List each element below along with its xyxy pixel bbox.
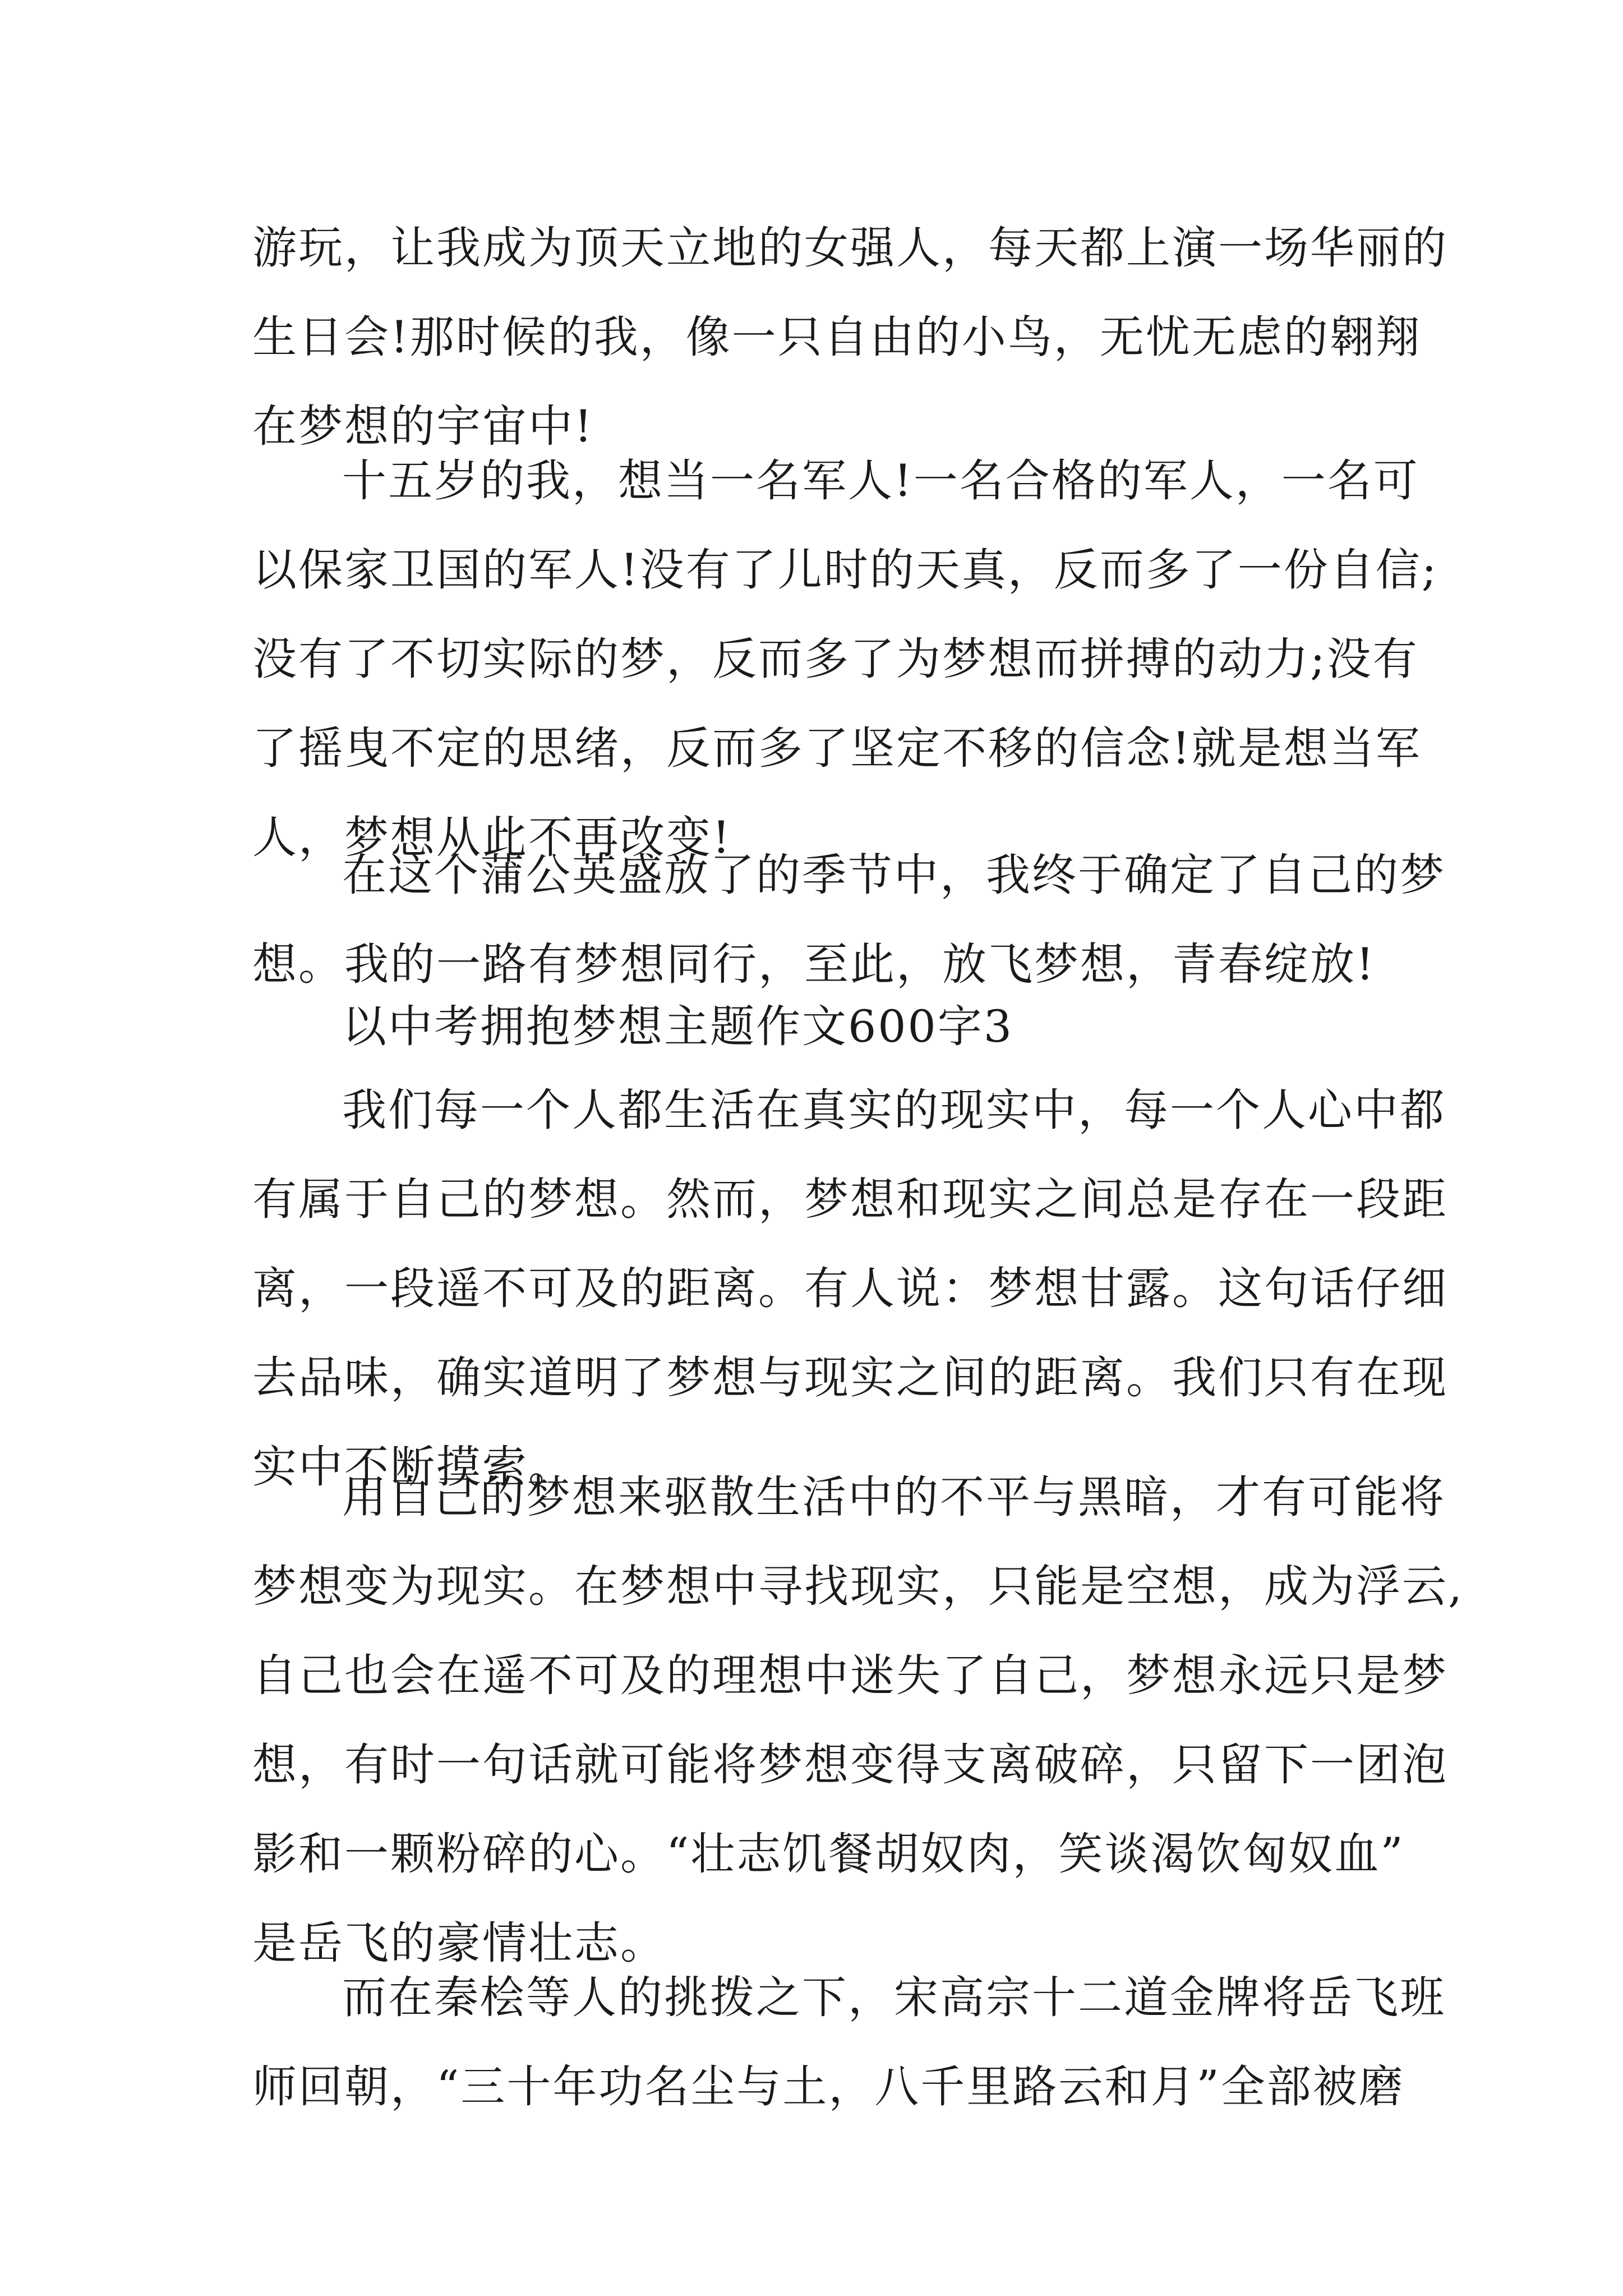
paragraph — [252, 436, 1438, 882]
text-line: 我们每一个人都生活在真实的现实中，每一个人心中都 — [342, 1084, 1446, 1136]
text-line: 是岳飞的豪情壮志。 — [252, 1917, 666, 1969]
text-line: 生日会!那时候的我，像一只自由的小鸟，无忧无虑的翱翔 — [252, 311, 1422, 363]
text-line: 游玩，让我成为顶天立地的女强人，每天都上演一场华丽的 — [252, 222, 1448, 274]
paragraph — [252, 1066, 1448, 1512]
text-line: 在这个蒲公英盛放了的季节中，我终于确定了自己的梦 — [342, 849, 1446, 901]
text-line: 自己也会在遥不可及的理想中迷失了自己，梦想永远只是梦 — [252, 1650, 1448, 1701]
text-line: 离，一段遥不可及的距离。有人说：梦想甘露。这句话仔细 — [252, 1263, 1448, 1314]
text-line: 师回朝，“三十年功名尘与土，八千里路云和月”全部被磨 — [252, 2061, 1405, 2113]
text-line: 想。我的一路有梦想同行，至此，放飞梦想，青春绽放! — [252, 938, 1376, 990]
text-line: 以保家卫国的军人!没有了儿时的天真，反而多了一份自信; — [252, 544, 1438, 596]
text-line: 想，有时一句话就可能将梦想变得支离破碎，只留下一团泡 — [252, 1739, 1448, 1791]
section-heading — [252, 982, 1380, 1071]
text-line: 十五岁的我，想当一名军人!一名合格的军人，一名可 — [342, 455, 1419, 507]
paragraph — [252, 1453, 1464, 1988]
text-line: 了摇曳不定的思绪，反而多了坚定不移的信念!就是想当军 — [252, 723, 1422, 774]
text-line: 用自己的梦想来驱散生活中的不平与黑暗，才有可能将 — [342, 1471, 1446, 1523]
text-line: 影和一颗粉碎的心。“壮志饥餐胡奴肉，笑谈渴饮匈奴血” — [252, 1828, 1405, 1880]
text-line: 有属于自己的梦想。然而，梦想和现实之间总是存在一段距 — [252, 1174, 1448, 1225]
paragraph-continued — [252, 204, 1448, 471]
text-line: 没有了不切实际的梦，反而多了为梦想而拼搏的动力;没有 — [252, 633, 1419, 685]
heading-text: 以中考拥抱梦想主题作文600字3 — [342, 1001, 1014, 1052]
paragraph — [252, 1953, 1446, 2132]
text-line: 梦想变为现实。在梦想中寻找现实，只能是空想，成为浮云, — [252, 1561, 1464, 1612]
text-line: 实中不断摸索。 — [252, 1441, 574, 1493]
text-line: 在梦想的宇宙中! — [252, 401, 594, 452]
text-line: 人，梦想从此不再改变! — [252, 812, 732, 863]
text-line: 去品味，确实道明了梦想与现实之间的距离。我们只有在现 — [252, 1352, 1448, 1404]
text-line: 而在秦桧等人的挑拨之下，宋高宗十二道金牌将岳飞班 — [342, 1972, 1446, 2023]
